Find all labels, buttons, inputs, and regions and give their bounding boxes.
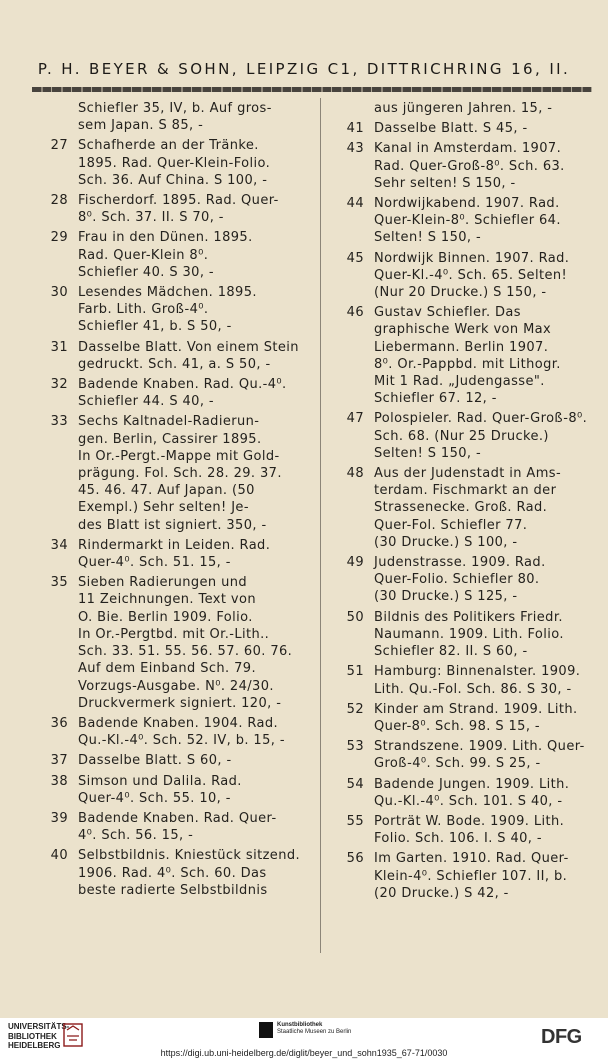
- entry-line: Frau in den Dünen. 1895.: [78, 230, 253, 246]
- entry-line: Quer-Klein-8⁰. Schiefler 64.: [374, 213, 561, 229]
- ub-line-2: BIBLIOTHEK: [8, 1031, 57, 1041]
- entry-number: 30: [50, 285, 68, 301]
- entry-number: 48: [346, 466, 364, 482]
- entry-line: Hamburg: Binnenalster. 1909.: [374, 664, 581, 680]
- catalog-entry: [338, 813, 600, 847]
- entry-line: Selten! S 150, -: [374, 230, 482, 246]
- entry-line: Polospieler. Rad. Quer-Groß-8⁰.: [374, 411, 588, 427]
- entry-line: Porträt W. Bode. 1909. Lith.: [374, 813, 565, 829]
- entry-line: Farb. Lith. Groß-4⁰.: [78, 302, 209, 318]
- entry-number: 37: [50, 753, 68, 769]
- entry-line: Gustav Schiefler. Das: [374, 305, 521, 321]
- entry-number: 35: [50, 575, 68, 591]
- catalog-entry: [338, 465, 600, 551]
- entry-number: 29: [50, 230, 68, 246]
- entry-line: beste radierte Selbstbildnis: [78, 882, 268, 898]
- catalog-entry: [42, 413, 307, 533]
- ub-line-1: UNIVERSITÄTS-: [8, 1022, 70, 1031]
- entry-line: Schiefler 67. 12, -: [374, 391, 497, 407]
- entry-line: Fischerdorf. 1895. Rad. Quer-: [78, 193, 279, 209]
- entry-line: In Or.-Pergtbd. mit Or.-Lith..: [78, 626, 270, 642]
- entry-number: 45: [346, 250, 364, 266]
- entry-line: Schiefler 41, b. S 50, -: [78, 319, 232, 335]
- entry-line: Mit 1 Rad. „Judengasse".: [374, 374, 545, 390]
- catalog-entry: [338, 304, 600, 407]
- catalog-entry: [42, 100, 307, 134]
- entry-line: Kinder am Strand. 1909. Lith.: [374, 701, 578, 717]
- entry-number: 54: [346, 776, 364, 792]
- catalog-entry: [42, 192, 307, 226]
- entry-number: 32: [50, 377, 68, 393]
- entry-number: 49: [346, 555, 364, 571]
- entry-line: Strassenecke. Groß. Rad.: [374, 500, 548, 516]
- entry-number: 43: [346, 141, 364, 157]
- entry-line: Quer-Kl.-4⁰. Sch. 65. Selten!: [374, 267, 568, 283]
- kunstbibliothek-icon: [259, 1022, 273, 1038]
- entry-line: prägung. Fol. Sch. 28. 29. 37.: [78, 466, 282, 482]
- entry-line: Sch. 68. (Nur 25 Drucke.): [374, 428, 549, 444]
- entry-line: Schiefler 35, IV, b. Auf gros-: [78, 101, 272, 116]
- entry-line: Nordwijkabend. 1907. Rad.: [374, 196, 560, 212]
- catalog-entry: [42, 376, 307, 410]
- entry-number: 36: [50, 715, 68, 731]
- entry-line: Quer-Fol. Schiefler 77.: [374, 517, 528, 533]
- column-divider: [320, 98, 321, 953]
- entry-number: 50: [346, 609, 364, 625]
- entry-line: O. Bie. Berlin 1909. Folio.: [78, 609, 253, 625]
- entry-number: 51: [346, 664, 364, 680]
- catalog-entry: [338, 738, 600, 772]
- entry-number: 28: [50, 193, 68, 209]
- catalog-entry: [338, 410, 600, 462]
- entry-line: Sieben Radierungen und: [78, 575, 248, 591]
- entry-line: Liebermann. Berlin 1907.: [374, 339, 549, 355]
- entry-number: 46: [346, 305, 364, 321]
- entry-line: Auf dem Einband Sch. 79.: [78, 661, 256, 677]
- catalog-entry: [338, 850, 600, 902]
- catalog-entry: [338, 776, 600, 810]
- entry-line: Naumann. 1909. Lith. Folio.: [374, 626, 564, 642]
- entry-line: Vorzugs-Ausgabe. N⁰. 24/30.: [78, 678, 274, 694]
- entry-number: 41: [346, 121, 364, 137]
- entry-line: aus jüngeren Jahren. 15, -: [374, 101, 553, 116]
- entry-line: Aus der Judenstadt in Ams-: [374, 466, 562, 482]
- entry-number: 44: [346, 196, 364, 212]
- kb-line-1: Kunstbibliothek: [277, 1022, 323, 1028]
- header-rule: [32, 87, 592, 92]
- entry-line: sem Japan. S 85, -: [78, 118, 204, 134]
- entry-number: 39: [50, 810, 68, 826]
- entry-line: graphische Werk von Max: [374, 322, 552, 338]
- catalog-entry: [338, 554, 600, 606]
- entry-line: Schiefler 44. S 40, -: [78, 394, 215, 410]
- entry-number: 27: [50, 138, 68, 154]
- catalog-entry: [42, 137, 307, 189]
- catalog-entry: [42, 229, 307, 281]
- entry-line: gen. Berlin, Cassirer 1895.: [78, 431, 262, 447]
- entry-line: Quer-8⁰. Sch. 98. S 15, -: [374, 718, 541, 734]
- entry-line: Rad. Quer-Klein 8⁰.: [78, 247, 209, 263]
- entry-number: 53: [346, 739, 364, 755]
- entry-line: Schiefler 82. II. S 60, -: [374, 644, 528, 660]
- entry-line: Badende Knaben. 1904. Rad.: [78, 715, 279, 731]
- left-column: [42, 100, 307, 902]
- entry-number: 38: [50, 773, 68, 789]
- catalog-entry: [338, 195, 600, 247]
- page-header: P. H. BEYER & SOHN, LEIPZIG C1, DITTRICHRING 16, II.: [37, 60, 571, 78]
- entry-line: Badende Jungen. 1909. Lith.: [374, 776, 570, 792]
- catalog-entry: [42, 284, 307, 336]
- entry-line: Sechs Kaltnadel-Radierun-: [78, 414, 260, 430]
- entry-line: 4⁰. Sch. 56. 15, -: [78, 828, 194, 844]
- entry-number: 40: [50, 848, 68, 864]
- entry-line: Groß-4⁰. Sch. 99. S 25, -: [374, 756, 541, 772]
- entry-line: (30 Drucke.) S 100, -: [374, 534, 518, 550]
- entry-number: 47: [346, 411, 364, 427]
- catalog-entry: [338, 140, 600, 192]
- entry-line: Badende Knaben. Rad. Qu.-4⁰.: [78, 377, 287, 393]
- catalog-entry: [42, 715, 307, 749]
- catalog-entry: [338, 250, 600, 302]
- ub-seal-icon: [62, 1022, 84, 1048]
- entry-line: 1895. Rad. Quer-Klein-Folio.: [78, 155, 271, 171]
- entry-number: 34: [50, 537, 68, 553]
- entry-line: (Nur 20 Drucke.) S 150, -: [374, 285, 547, 301]
- entry-line: gedruckt. Sch. 41, a. S 50, -: [78, 356, 271, 372]
- entry-line: Dasselbe Blatt. Von einem Stein: [78, 339, 299, 355]
- entry-line: Schafherde an der Tränke.: [78, 138, 259, 154]
- entry-line: Quer-4⁰. Sch. 55. 10, -: [78, 790, 231, 806]
- entry-line: 1906. Rad. 4⁰. Sch. 60. Das: [78, 865, 267, 881]
- entry-line: In Or.-Pergt.-Mappe mit Gold-: [78, 448, 280, 464]
- entry-line: (30 Drucke.) S 125, -: [374, 589, 518, 605]
- entry-line: Bildnis des Politikers Friedr.: [374, 609, 563, 625]
- entry-line: Rindermarkt in Leiden. Rad.: [78, 537, 271, 553]
- catalog-entry: [42, 847, 307, 899]
- entry-line: Dasselbe Blatt. S 45, -: [374, 121, 528, 137]
- entry-line: Klein-4⁰. Schiefler 107. II, b.: [374, 868, 568, 884]
- catalog-entry: [338, 120, 600, 137]
- entry-line: Lesendes Mädchen. 1895.: [78, 285, 257, 301]
- entry-line: 45. 46. 47. Auf Japan. (50: [78, 483, 255, 499]
- entry-line: Selten! S 150, -: [374, 445, 482, 461]
- entry-line: des Blatt ist signiert. 350, -: [78, 517, 267, 533]
- catalog-entry: [42, 574, 307, 712]
- entry-line: Folio. Sch. 106. I. S 40, -: [374, 831, 542, 847]
- entry-line: Nordwijk Binnen. 1907. Rad.: [374, 250, 570, 266]
- entry-number: 55: [346, 813, 364, 829]
- entry-line: Sehr selten! S 150, -: [374, 175, 516, 191]
- entry-line: Quer-Folio. Schiefler 80.: [374, 572, 540, 588]
- entry-line: terdam. Fischmarkt an der: [374, 483, 557, 499]
- entry-number: 31: [50, 339, 68, 355]
- catalog-entry: [42, 752, 307, 769]
- right-column: [338, 100, 600, 905]
- entry-line: Schiefler 40. S 30, -: [78, 264, 215, 280]
- entry-line: Rad. Quer-Groß-8⁰. Sch. 63.: [374, 158, 565, 174]
- catalog-entry: [338, 663, 600, 697]
- entry-line: Qu.-Kl.-4⁰. Sch. 52. IV, b. 15, -: [78, 733, 285, 749]
- entry-line: Simson und Dalila. Rad.: [78, 773, 242, 789]
- entry-line: Strandszene. 1909. Lith. Quer-: [374, 739, 585, 755]
- entry-line: Kanal in Amsterdam. 1907.: [374, 141, 562, 157]
- entry-line: Sch. 36. Auf China. S 100, -: [78, 172, 268, 188]
- catalog-entry: [42, 810, 307, 844]
- catalog-entry: [338, 701, 600, 735]
- ub-line-3: HEIDELBERG: [8, 1041, 61, 1050]
- ub-heidelberg-logo[interactable]: [8, 1022, 69, 1051]
- entry-number: 56: [346, 851, 364, 867]
- catalog-entry: [338, 609, 600, 661]
- entry-line: (20 Drucke.) S 42, -: [374, 885, 509, 901]
- entry-line: Lith. Qu.-Fol. Sch. 86. S 30, -: [374, 681, 572, 697]
- entry-line: Judenstrasse. 1909. Rad.: [374, 555, 546, 571]
- entry-number: 33: [50, 414, 68, 430]
- catalog-entry: [338, 100, 600, 117]
- entry-line: Sch. 33. 51. 55. 56. 57. 60. 76.: [78, 644, 293, 660]
- source-url[interactable]: https://digi.ub.uni-heidelberg.de/diglit/beyer_und_sohn1935_67-71/0030: [160, 1048, 448, 1058]
- entry-number: 52: [346, 701, 364, 717]
- catalog-entry: [42, 339, 307, 373]
- dfg-logo[interactable]: DFG: [541, 1026, 582, 1048]
- entry-line: Druckvermerk signiert. 120, -: [78, 695, 282, 711]
- entry-line: 8⁰. Sch. 37. II. S 70, -: [78, 210, 224, 226]
- catalog-entry: [42, 773, 307, 807]
- entry-line: 8⁰. Or.-Pappbd. mit Lithogr.: [374, 356, 561, 372]
- entry-line: 11 Zeichnungen. Text von: [78, 592, 256, 608]
- kb-line-2: Staatliche Museen zu Berlin: [277, 1029, 352, 1035]
- kunstbibliothek-logo[interactable]: [277, 1022, 351, 1036]
- entry-line: Qu.-Kl.-4⁰. Sch. 101. S 40, -: [374, 793, 563, 809]
- entry-line: Badende Knaben. Rad. Quer-: [78, 810, 277, 826]
- catalog-entry: [42, 537, 307, 571]
- entry-line: Dasselbe Blatt. S 60, -: [78, 753, 232, 769]
- entry-line: Quer-4⁰. Sch. 51. 15, -: [78, 555, 231, 571]
- entry-line: Im Garten. 1910. Rad. Quer-: [374, 851, 569, 867]
- entry-line: Selbstbildnis. Kniestück sitzend.: [78, 848, 301, 864]
- entry-line: Exempl.) Sehr selten! Je-: [78, 500, 249, 516]
